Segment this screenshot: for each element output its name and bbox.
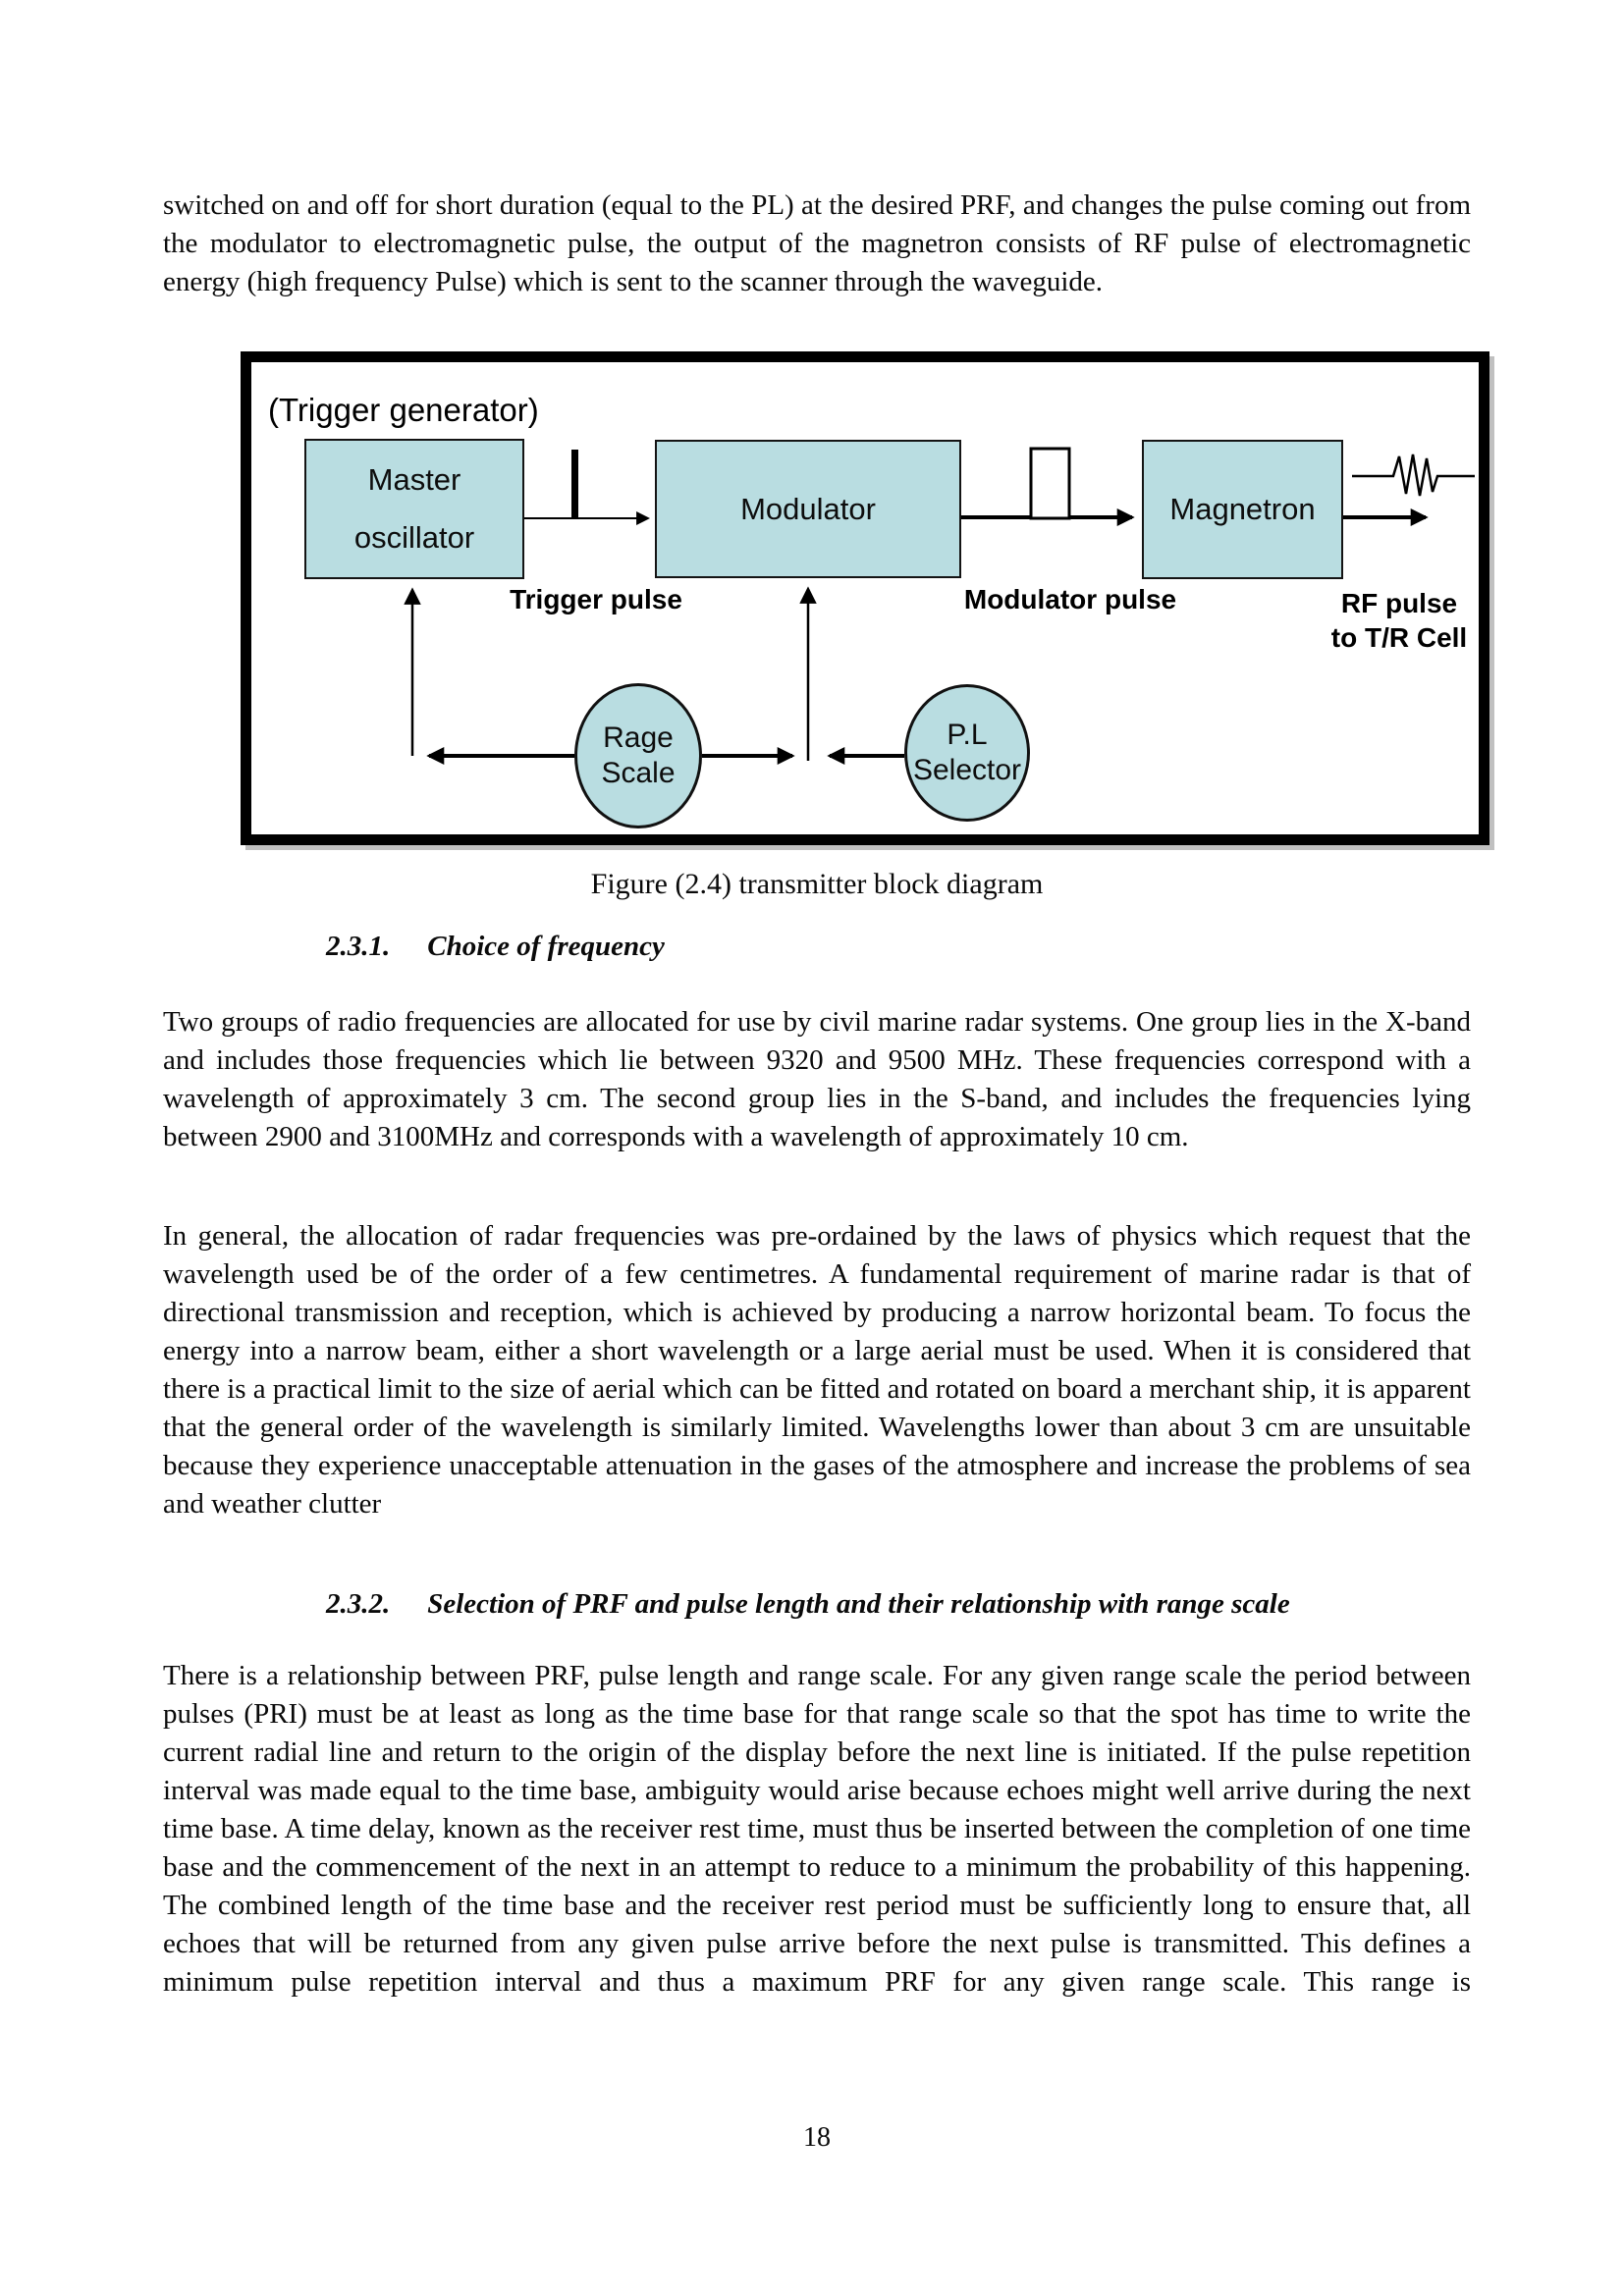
master-oscillator-block bbox=[304, 439, 524, 579]
trigger-generator-label: (Trigger generator) bbox=[268, 392, 539, 428]
master-oscillator-label-line1: Master bbox=[367, 462, 461, 498]
section-heading-2-3-1 bbox=[326, 931, 1475, 963]
paragraph-frequency-groups: Two groups of radio frequencies are allocated for use by civil marine radar systems. One group lies in the X-band and includes those frequencies which lie between 9320 and 9500 MHz. These frequencies correspond with a wavelength of approximately 3 cm. The second group lies in the S-band, and includes the frequencies lying between 2900 and 3100MHz and corresponds with a wavelength of approximately 10 cm. bbox=[163, 1006, 1471, 1152]
rage-scale-node bbox=[574, 683, 702, 828]
master-oscillator-label-line2: oscillator bbox=[353, 519, 475, 555]
modulator-label: Modulator bbox=[740, 491, 876, 526]
rage-scale-label-line1: Rage bbox=[603, 721, 674, 754]
rf-pulse-label bbox=[1291, 586, 1507, 655]
paragraph-prf-relationship: There is a relationship between PRF, pulse length and range scale. For any given range scale the period between pulses (PRI) must be at least as long as the time base for that range scale so that the spot has time to write the current radial line and return to the origin of the display before the next line is initiated. If the pulse repetition interval was made equal to the time base, ambiguity would arise because echoes might well arrive during the next time base. A time delay, known as the receiver rest time, must thus be inserted between the completion of one time base and the commencement of the next in an attempt to reduce to a minimum the probability of this happening. The combined length of the time base and the receiver rest period must be sufficiently long to ensure that, all echoes that will be returned from any given pulse arrive before the next pulse is transmitted. This defines a minimum pulse repetition interval and thus a maximum PRF for any given range scale. This range is bbox=[163, 1660, 1471, 1998]
section-number: 2.3.1. bbox=[326, 931, 391, 962]
pl-selector-node bbox=[904, 684, 1030, 822]
magnetron-block bbox=[1142, 440, 1343, 579]
section-title: Choice of frequency bbox=[427, 931, 665, 962]
pl-selector-label-line2: Selector bbox=[912, 754, 1022, 786]
magnetron-label: Magnetron bbox=[1169, 492, 1316, 526]
section-heading-2-3-2 bbox=[326, 1588, 1475, 1621]
figure-canvas bbox=[251, 362, 1479, 834]
section-title: Selection of PRF and pulse length and their relationship with range scale bbox=[427, 1588, 1290, 1620]
paragraph-allocation: In general, the allocation of radar frequencies was pre-ordained by the laws of physics which request that the wavelength used be of the order of a few centimetres. A fundamental requirement of marine radar is that of directional transmission and reception, which is achieved by producing a narrow horizontal beam. To focus the energy into a narrow beam, either a short wavelength or a large aerial must be used. When it is considered that there is a practical limit to the size of aerial which can be fitted and rotated on board a merchant ship, it is apparent that the general order of the wavelength is similarly limited. Wavelengths lower than about 3 cm are unsuitable because they experience unacceptable attenuation in the gases of the atmosphere and increase the problems of sea and weather clutter bbox=[163, 1220, 1471, 1520]
rf-burst-icon bbox=[1352, 454, 1475, 496]
rf-pulse-label-line2: to T/R Cell bbox=[1330, 622, 1468, 653]
modulator-pulse-rect-icon bbox=[1031, 449, 1069, 518]
rage-scale-label-line2: Scale bbox=[601, 757, 676, 789]
page-number: 18 bbox=[803, 2122, 831, 2153]
trigger-pulse-label: Trigger pulse bbox=[510, 584, 682, 614]
paragraph-intro: switched on and off for short duration (equal to the PL) at the desired PRF, and changes the pulse coming out from the modulator to electromagnetic pulse, the output of the magnetron consists of RF pulse of electromagnetic energy (high frequency Pulse) which is sent to the scanner through the waveguide. bbox=[163, 189, 1471, 297]
pl-selector-label-line1: P.L bbox=[947, 719, 988, 751]
transmitter-block-diagram-figure bbox=[241, 351, 1489, 845]
rf-pulse-label-line1: RF pulse bbox=[1340, 588, 1458, 618]
modulator-block bbox=[655, 440, 961, 578]
section-number: 2.3.2. bbox=[326, 1588, 391, 1620]
trigger-pulse-spike-icon bbox=[571, 450, 578, 518]
figure-caption: Figure (2.4) transmitter block diagram bbox=[590, 868, 1044, 900]
modulator-pulse-label: Modulator pulse bbox=[963, 584, 1177, 614]
